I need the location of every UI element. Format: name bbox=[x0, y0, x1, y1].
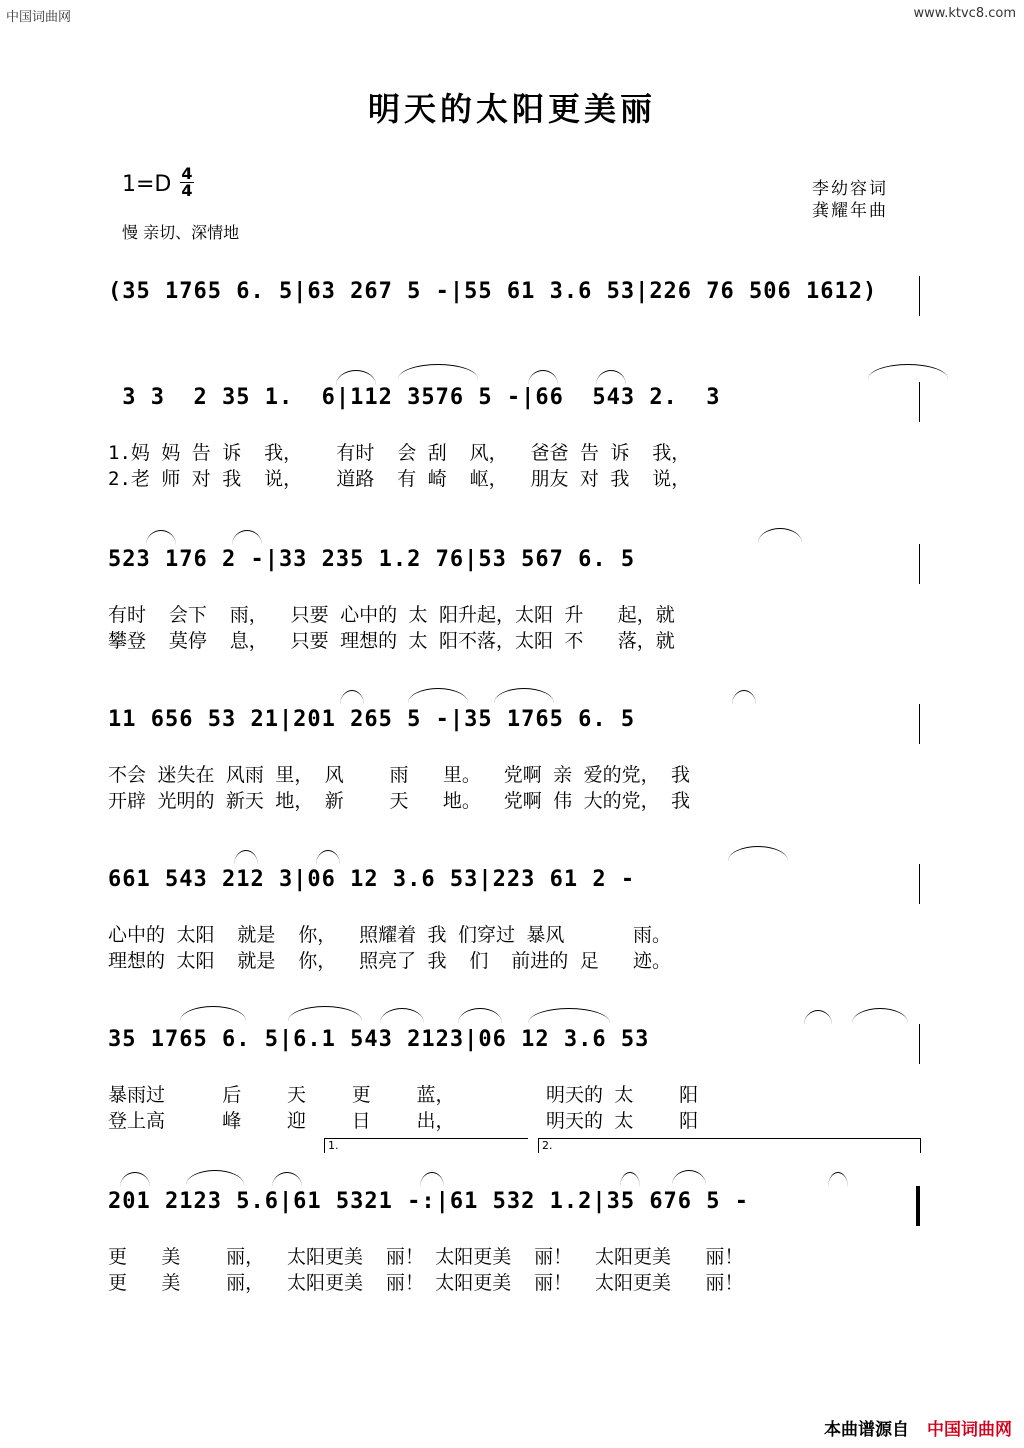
time-signature bbox=[178, 166, 196, 199]
score-row-4 bbox=[108, 860, 920, 1010]
notation-line: 523 176 2 -|33 235 1.2 76|53 567 6. 5 bbox=[108, 547, 636, 572]
lyrics-verse-2: 理想的 太阳 就是 你， 照亮了 我 们 前进的 足 迹。 bbox=[108, 950, 672, 972]
score-row-3 bbox=[108, 700, 920, 850]
lyricist-credit: 李幼容词 bbox=[812, 179, 888, 199]
bar-line-end bbox=[919, 864, 920, 904]
footer-site-link[interactable]: 中国词曲网 bbox=[927, 1420, 1012, 1440]
notation-line: 3 3 2 35 1. 6|112 3576 5 -|66 543 2. 3 bbox=[108, 385, 721, 410]
meter-top: 4 bbox=[181, 164, 193, 183]
lyrics-verse-1: 有时 会下 雨， 只要 心中的 太 阳升起，太阳 升 起，就 bbox=[108, 604, 675, 626]
final-bar-line bbox=[916, 1186, 920, 1226]
notation-line: 661 543 212 3|06 12 3.6 53|223 61 2 - bbox=[108, 867, 636, 892]
lyrics-verse-1: 更 美 丽， 太阳更美 丽！ 太阳更美 丽！ 太阳更美 丽！ bbox=[108, 1246, 744, 1268]
composer-credit: 龚耀年曲 bbox=[812, 201, 888, 221]
lyrics-verse-2: 开辟 光明的 新天 地， 新 天 地。 党啊 伟 大的党， 我 bbox=[108, 790, 691, 812]
song-title: 明天的太阳更美丽 bbox=[367, 90, 656, 128]
score-row-1 bbox=[108, 378, 920, 528]
bar-line-end bbox=[919, 1024, 920, 1064]
bar-line-end bbox=[919, 276, 920, 316]
watermark-left: 中国词曲网 bbox=[6, 10, 72, 25]
lyrics-verse-1: 心中的 太阳 就是 你， 照耀着 我 们穿过 暴风 雨。 bbox=[108, 924, 672, 946]
bar-line-end bbox=[919, 704, 920, 744]
lyrics-verse-2: 更 美 丽， 太阳更美 丽！ 太阳更美 丽！ 太阳更美 丽！ bbox=[108, 1272, 744, 1294]
meter-bottom: 4 bbox=[181, 181, 193, 200]
score-row-2 bbox=[108, 540, 920, 690]
lyrics-verse-1: 1.妈 妈 告 诉 我， 有时 会 刮 风， 爸爸 告 诉 我， bbox=[108, 442, 691, 464]
lyrics-verse-2: 攀登 莫停 息， 只要 理想的 太 阳不落，太阳 不 落，就 bbox=[108, 630, 675, 652]
volta-bracket-2: 2. bbox=[538, 1138, 921, 1153]
notation-line: (35 1765 6. 5|63 267 5 -|55 61 3.6 53|226 76 506 1612) bbox=[108, 279, 878, 304]
footer-source-label: 本曲谱源自 bbox=[824, 1420, 909, 1440]
notation-line: 201 2123 5.6|61 5321 -:|61 532 1.2|35 676 5 - bbox=[108, 1189, 750, 1214]
bar-line-end bbox=[919, 382, 920, 422]
footer-source bbox=[824, 1415, 1012, 1440]
lyrics-verse-2: 2.老 师 对 我 说， 道路 有 崎 岖， 朋友 对 我 说， bbox=[108, 468, 691, 490]
key-signature: 1=D bbox=[122, 172, 172, 197]
credits bbox=[812, 178, 888, 222]
notation-line: 11 656 53 21|201 265 5 -|35 1765 6. 5 bbox=[108, 707, 636, 732]
tempo-marking: 慢 亲切、深情地 bbox=[122, 223, 240, 242]
bar-line-end bbox=[919, 544, 920, 584]
lyrics-verse-1: 暴雨过 后 天 更 蓝， 明天的 太 阳 bbox=[108, 1084, 699, 1106]
notation-line: 35 1765 6. 5|6.1 543 2123|06 12 3.6 53 bbox=[108, 1027, 650, 1052]
lyrics-verse-2: 登上高 峰 迎 日 出， 明天的 太 阳 bbox=[108, 1110, 699, 1132]
volta-bracket-1: 1. bbox=[324, 1138, 528, 1153]
lyrics-verse-1: 不会 迷失在 风雨 里， 风 雨 里。 党啊 亲 爱的党， 我 bbox=[108, 764, 691, 786]
watermark-right: www.ktvc8.com bbox=[913, 6, 1016, 21]
score-row-6 bbox=[108, 1139, 920, 1332]
